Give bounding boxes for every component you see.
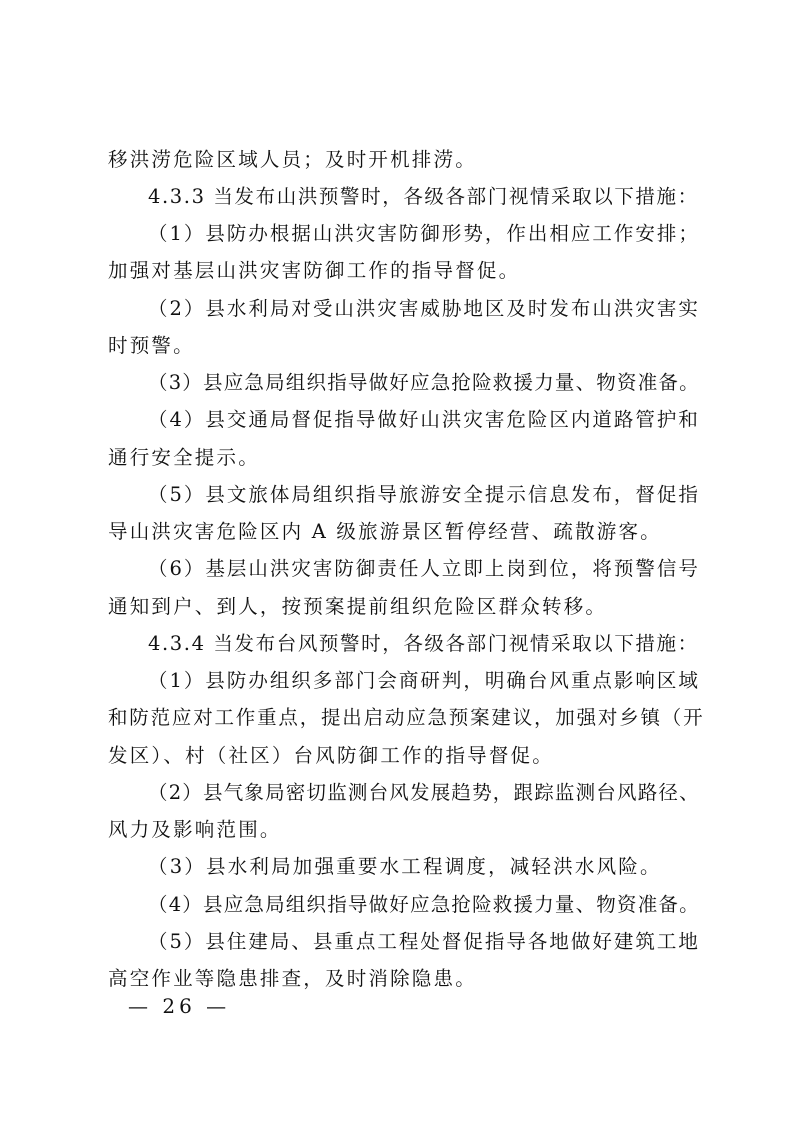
- text-line: 加强对基层山洪灾害防御工作的指导督促。: [108, 259, 521, 282]
- text-line: （3）县应急局组织指导做好应急抢险救援力量、物资准备。: [148, 371, 700, 394]
- text-line: （2）县气象局密切监测台风发展趋势，跟踪监测台风路径、: [148, 781, 700, 804]
- text-line: 通行安全提示。: [108, 446, 260, 469]
- text-line: （1）县防办组织多部门会商研判，明确台风重点影响区域: [148, 669, 700, 692]
- text-line: （4）县交通局督促指导做好山洪灾害危险区内道路管护和: [148, 408, 700, 431]
- section-heading-4-3-3: 4.3.3 当发布山洪预警时，各级各部门视情采取以下措施：: [148, 185, 699, 208]
- text-line: （2）县水利局对受山洪灾害威胁地区及时发布山洪灾害实: [148, 297, 700, 320]
- text-line: （3）县水利局加强重要水工程调度，减轻洪水风险。: [148, 855, 662, 878]
- text-line: 时预警。: [108, 334, 195, 357]
- text-line: （5）县住建局、县重点工程处督促指导各地做好建筑工地: [148, 930, 700, 953]
- text-line: （6）基层山洪灾害防御责任人立即上岗到位，将预警信号: [148, 557, 700, 580]
- text-line: 风力及影响范围。: [108, 818, 282, 841]
- section-heading-4-3-4: 4.3.4 当发布台风预警时，各级各部门视情采取以下措施：: [148, 632, 699, 655]
- text-line: 高空作业等隐患排查，及时消除隐患。: [108, 967, 477, 990]
- text-line: 导山洪灾害危险区内 A 级旅游景区暂停经营、疏散游客。: [108, 520, 662, 543]
- page-number: — 26 —: [128, 994, 231, 1018]
- text-line: （5）县文旅体局组织指导旅游安全提示信息发布，督促指: [148, 483, 700, 506]
- text-line: 发区）、村（社区）台风防御工作的指导督促。: [108, 744, 554, 767]
- text-line: 和防范应对工作重点，提出启动应急预案建议，加强对乡镇（开: [108, 706, 705, 729]
- text-line: 通知到户、到人，按预案提前组织危险区群众转移。: [108, 595, 608, 618]
- text-line: （4）县应急局组织指导做好应急抢险救援力量、物资准备。: [148, 893, 700, 916]
- text-line: 移洪涝危险区域人员；及时开机排涝。: [108, 148, 477, 171]
- text-line: （1）县防办根据山洪灾害防御形势，作出相应工作安排；: [148, 222, 700, 245]
